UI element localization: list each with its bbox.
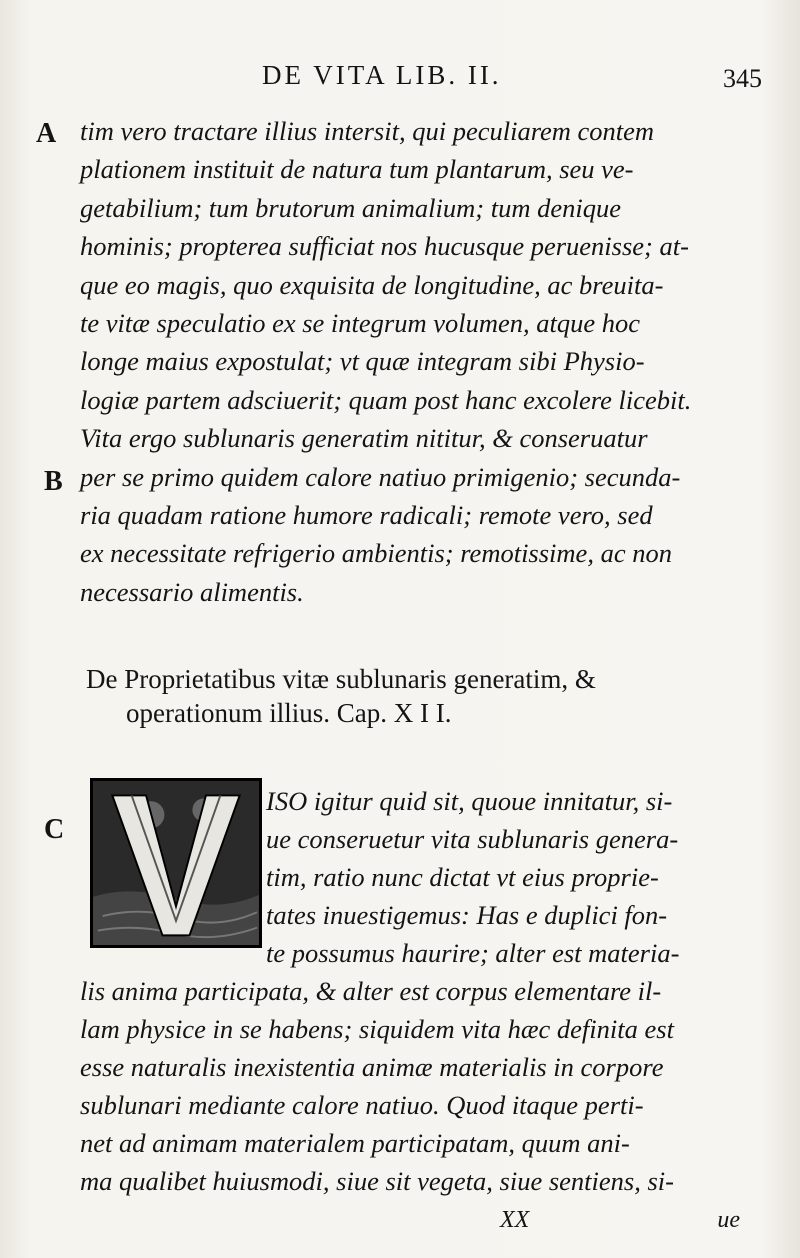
text-line: esse naturalis inexistentia animæ materialis in corpore (80, 1052, 664, 1082)
text-line: ria quadam ratione humore radicali; remote vero, sed (80, 499, 653, 530)
text-line: logiæ partem adsciuerit; quam post hanc excolere licebit. (80, 384, 692, 415)
text-line: ISO igitur quid sit, quoue innitatur, si- (266, 786, 673, 816)
catchword: ue (717, 1207, 740, 1233)
text-line: sublunari mediante calore natiuo. Quod itaque perti- (80, 1090, 644, 1120)
text-line: necessario alimentis. (80, 576, 304, 607)
text-line: lam physice in se habens; siquidem vita hæc definita est (80, 1014, 674, 1044)
paragraph-main (80, 782, 770, 1200)
page-header (262, 60, 762, 100)
text-line: ex necessitate refrigerio ambientis; remotissime, ac non (80, 538, 672, 569)
text-line: longe maius expostulat; vt quæ integram sibi Physio- (80, 346, 645, 377)
text-line: per se primo quidem calore natiuo primigenio; secunda- (80, 461, 681, 492)
paragraph-continuation (80, 112, 760, 611)
text-line: tim, ratio nunc dictat vt eius proprie- (266, 862, 659, 892)
running-head: DE VITA LIB. II. (262, 60, 502, 90)
margin-letter-b: B (44, 466, 63, 497)
text-line: plationem instituit de natura tum plantarum, seu ve- (80, 154, 634, 185)
text-line: Vita ergo sublunaris generatim nititur, & conseruatur (80, 423, 648, 454)
margin-letter-c: C (44, 814, 65, 845)
text-line: hominis; propterea sufficiat nos hucusque peruenisse; at- (80, 231, 689, 262)
text-line: getabilium; tum brutorum animalium; tum denique (80, 192, 621, 223)
text-line: ma qualibet huiusmodi, siue sit vegeta, siue sentiens, si- (80, 1166, 674, 1196)
signature-mark: XX (500, 1207, 530, 1233)
text-line: ue conseruetur vita sublunaris genera- (266, 824, 679, 854)
chapter-heading-line: operationum illius. Cap. X I I. (126, 698, 452, 728)
page-footer (500, 1207, 740, 1243)
chapter-heading (86, 662, 766, 730)
text-line: net ad animam materialem participatam, quum ani- (80, 1128, 630, 1158)
text-line: tates inuestigemus: Has e duplici fon- (266, 900, 668, 930)
chapter-heading-line: De Proprietatibus vitæ sublunaris generatim, & (86, 664, 596, 694)
text-line: te possumus haurire; alter est materia- (266, 938, 680, 968)
text-line: tim vero tractare illius intersit, qui peculiarem contem (80, 116, 655, 146)
text-line: que eo magis, quo exquisita de longitudine, ac breuita- (80, 269, 664, 300)
text-line: lis anima participata, & alter est corpus elementare il- (80, 976, 662, 1006)
text-line: te vitæ speculatio ex se integrum volumen, atque hoc (80, 307, 641, 338)
margin-letter-a: A (36, 118, 57, 149)
page-number: 345 (723, 64, 762, 93)
